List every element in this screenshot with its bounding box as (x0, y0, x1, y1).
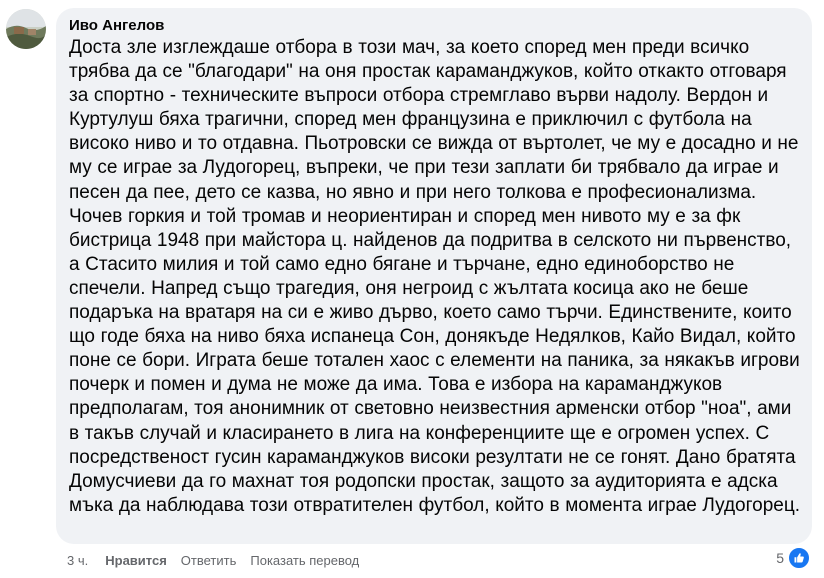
like-thumb-icon (788, 547, 810, 569)
reply-button[interactable]: Ответить (180, 553, 237, 568)
author-avatar[interactable] (6, 9, 46, 49)
comment-timestamp[interactable]: 3 ч. (67, 553, 89, 568)
show-translation-button[interactable]: Показать перевод (250, 553, 360, 568)
comment-author[interactable]: Иво Ангелов (69, 17, 165, 34)
comment-bubble (56, 8, 812, 544)
comment-text: Доста зле изглеждаше отбора в този мач, за което според мен преди всичко трябва да се "благодари" на оня простак караманджуков, който откакто отговаря за спортно - техническите въпроси отбора стремглаво върви надолу. Вердон и Куртулуш бяха трагични, според мен французина е приключил с футбола на високо ниво и то отдавна. Пьотровски се вижда от въртолет, че му е досадно и не му се играе за Лудогорец, въпреки, че при тези заплати би трябвало да играе и песен да пее, дето се казва, но явно и при него толкова е професионализма. Чочев горкия и той тромав и неориентиран и според мен нивото му е за фк бистрица 1948 при майстора ц. найденов да подритва в селското ни първенство, а Стасито милия и той само едно бягане и търчане, едно единоборство не спечели. Напред също трагедия, оня негроид с жълтата косица ако не беше подаръка на вратаря на си е живо дърво, което само търчи. Единствените, които що годе бяха на ниво бяха испанеца Сон, донякъде Недялков, Кайо Видал, който поне се бори. Играта беше тотален хаос с елементи на паника, за някакъв игрови почерк и помен и дума не може да има. Това е избора на караманджуков предполагам, тоя анонимник от световно неизвестния арменски отбор "ноа", ами в такъв случай и класирането в лига на конференциите ще е огромен успех. С посредственост гусин караманджуков високи резултати не се гонят. Дано братята Домусчиеви да го махнат тоя родопски простак, защото за аудиторията е адска мъка да наблюдава този отвратителен футбол, който в момента играе Лудогорец. (69, 37, 801, 516)
like-button[interactable]: Нравится (105, 553, 167, 568)
avatar-image (6, 9, 46, 49)
reaction-summary[interactable] (776, 547, 810, 569)
comment-actions (67, 551, 373, 571)
reaction-count: 5 (776, 550, 784, 566)
